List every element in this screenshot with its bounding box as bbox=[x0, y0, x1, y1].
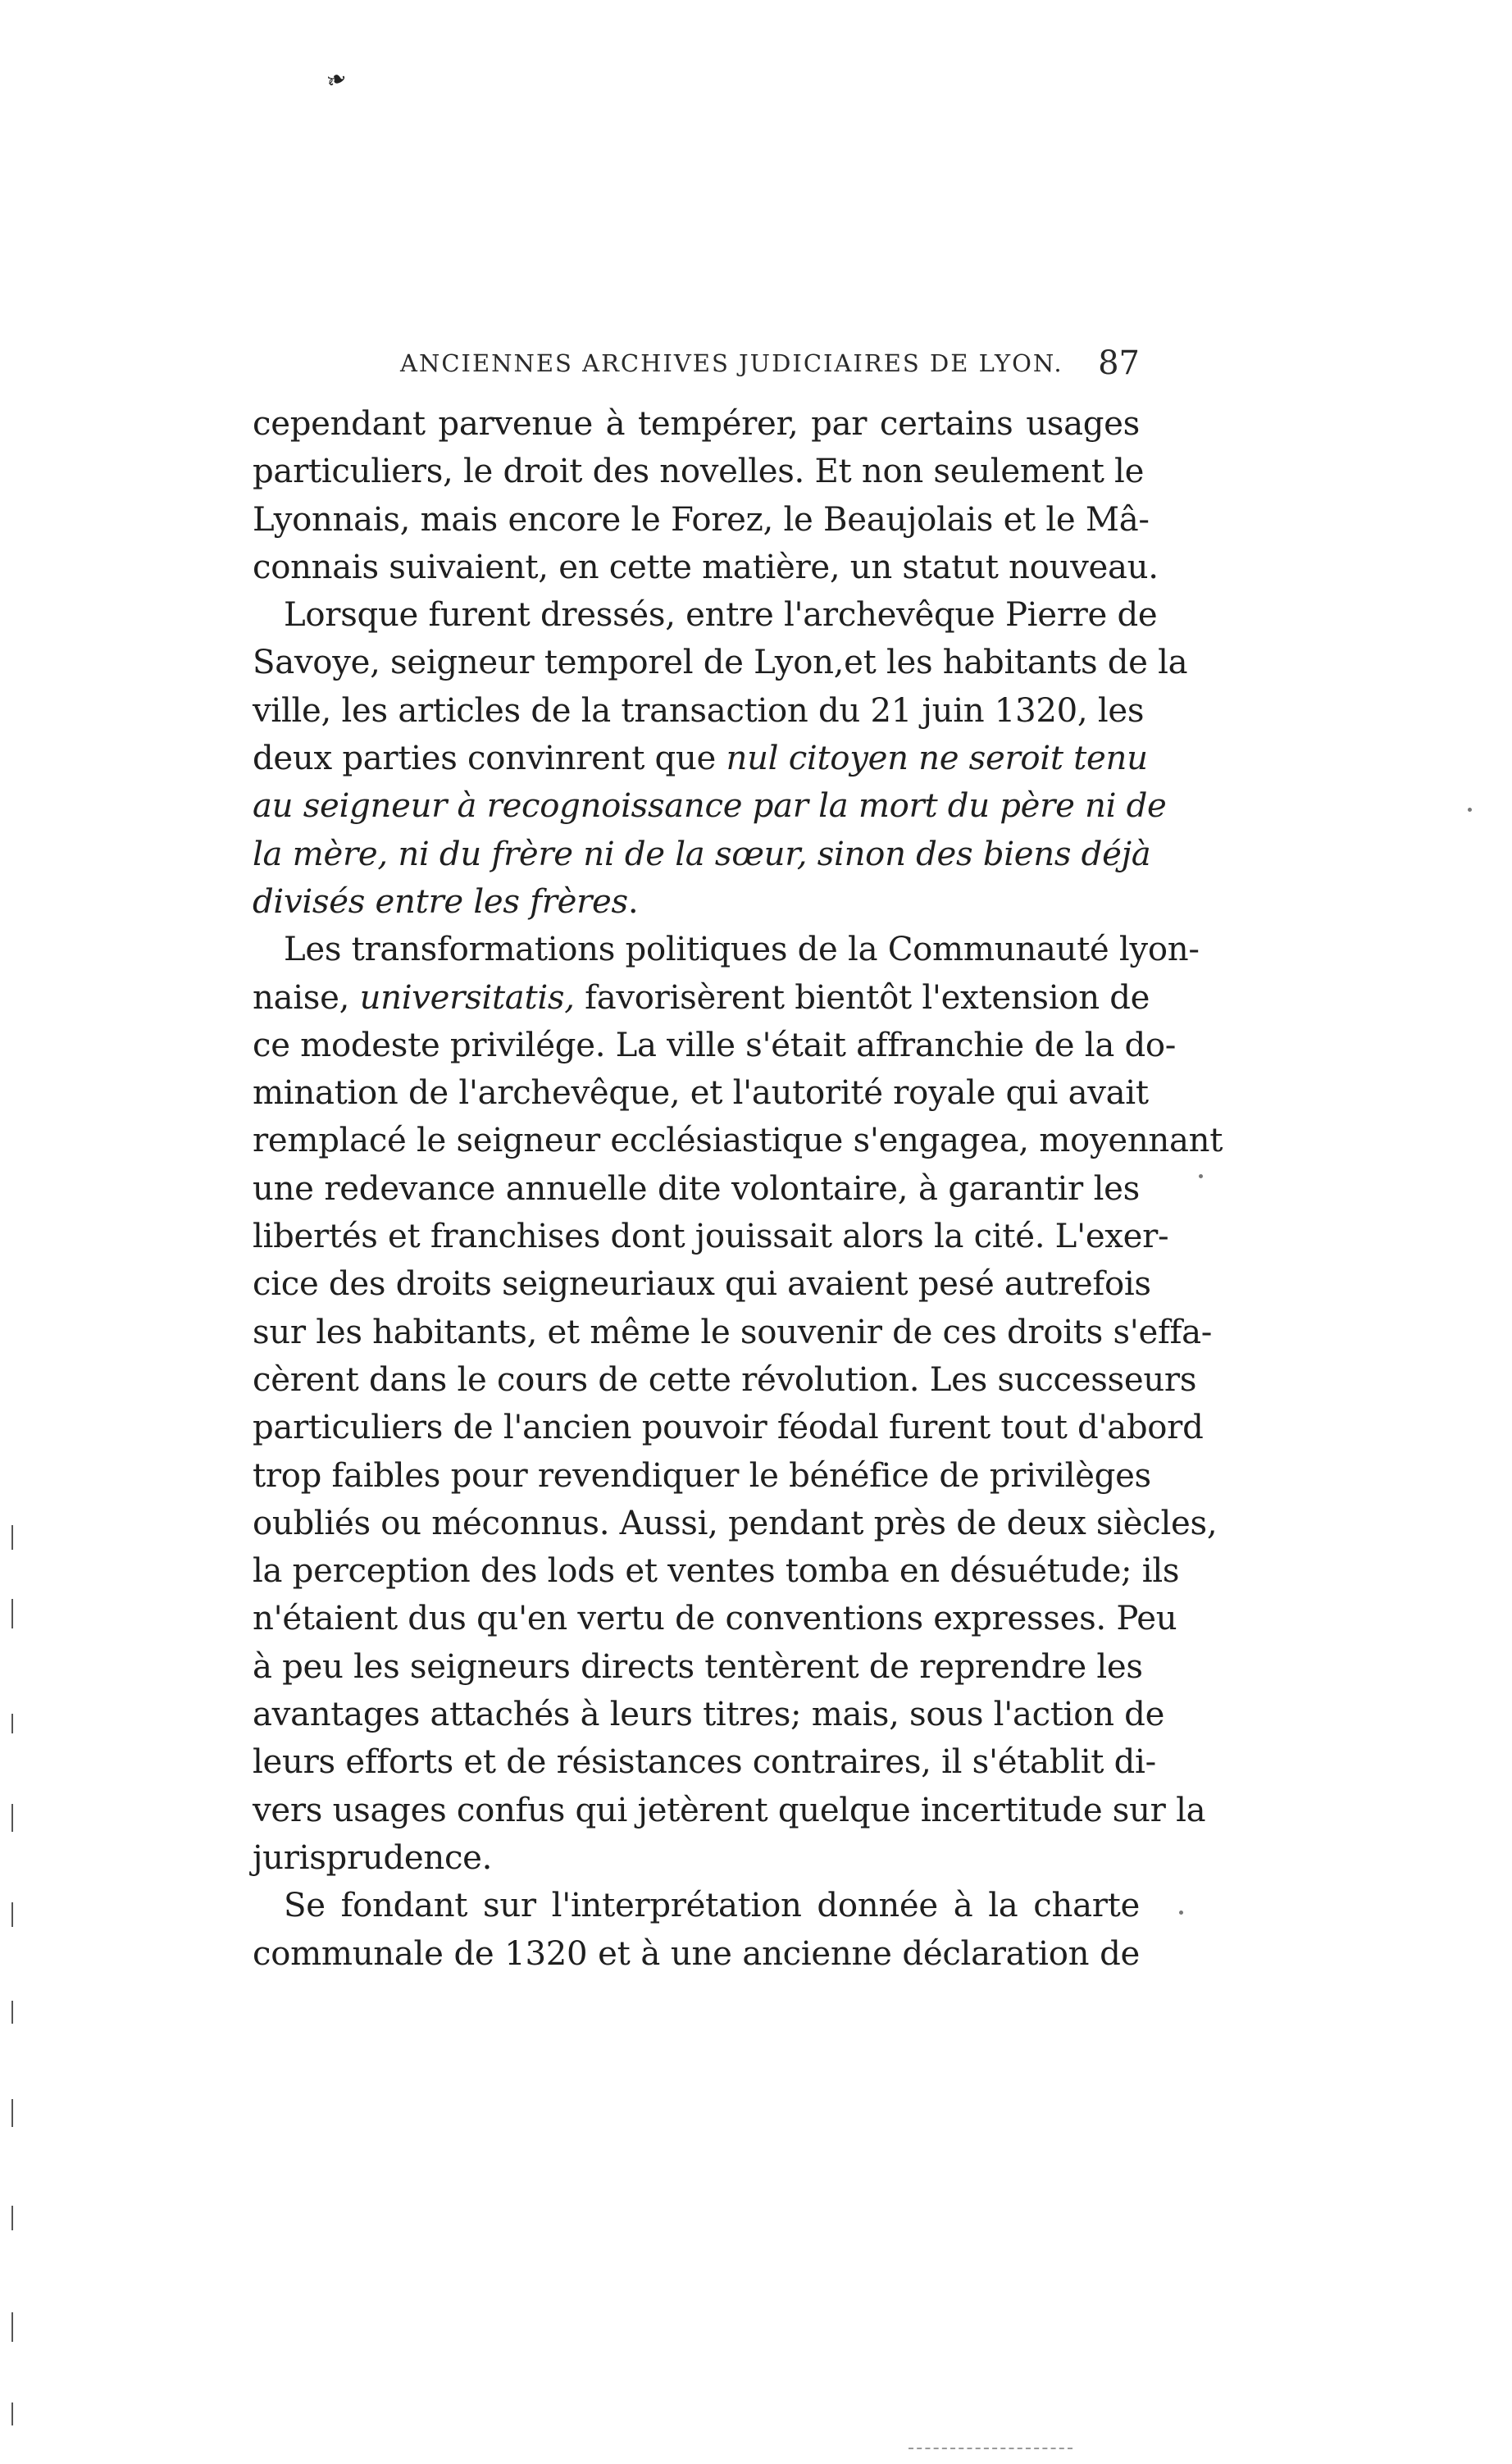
text-line: deux parties convinrent que nul citoyen ne seroit tenu bbox=[253, 740, 1148, 778]
paragraph-3 bbox=[253, 926, 1223, 1882]
page-number: 87 bbox=[1098, 344, 1140, 382]
text-line: communale de 1320 et à une ancienne déclaration de bbox=[253, 1934, 1140, 1973]
italic-quote: nul citoyen ne seroit tenu bbox=[726, 740, 1148, 778]
italic-quote: la mère, ni du frère ni de la sœur, sinon des biens déjà bbox=[253, 835, 1151, 873]
text-line: Les transformations politiques de la Communauté lyon- bbox=[284, 931, 1200, 969]
paragraph-1 bbox=[253, 400, 1159, 591]
margin-mark bbox=[11, 1714, 13, 1733]
text-line: trop faibles pour revendiquer le bénéfice de privilèges bbox=[253, 1456, 1151, 1495]
margin-mark bbox=[11, 1804, 13, 1832]
text-line: vers usages confus qui jetèrent quelque incertitude sur la bbox=[253, 1791, 1206, 1829]
page-header bbox=[254, 344, 1140, 389]
body-text bbox=[253, 400, 1223, 1978]
text-line: divisés entre les frères. bbox=[253, 882, 639, 921]
text-line: libertés et franchises dont jouissait alors la cité. L'exer- bbox=[253, 1218, 1169, 1256]
paragraph-2 bbox=[253, 591, 1188, 926]
margin-mark bbox=[11, 1902, 13, 1927]
italic-quote: divisés entre les frères bbox=[253, 882, 628, 921]
text-line bbox=[253, 831, 1151, 878]
margin-mark bbox=[11, 2001, 13, 2024]
text-line: Savoye, seigneur temporel de Lyon,et les habitants de la bbox=[253, 644, 1188, 682]
text-line: n'étaient dus qu'en vertu de conventions expresses. Peu bbox=[253, 1600, 1177, 1638]
text-line: ville, les articles de la transaction du 21 juin 1320, les bbox=[253, 691, 1145, 730]
text-line: leurs efforts et de résistances contraires, il s'établit di- bbox=[253, 1743, 1156, 1782]
text-line: cependant parvenue à tempérer, par certains usages bbox=[253, 405, 1140, 443]
text-line: cice des droits seigneuriaux qui avaient pesé autrefois bbox=[253, 1265, 1151, 1304]
italic-quote: au seigneur à recognoissance par la mort du père ni de bbox=[253, 787, 1167, 826]
text-line: ce modeste privilége. La ville s'était affranchie de la do- bbox=[253, 1026, 1177, 1064]
text-line bbox=[253, 782, 1167, 830]
text-line: particuliers de l'ancien pouvoir féodal furent tout d'abord bbox=[253, 1409, 1204, 1447]
paragraph-4 bbox=[253, 1882, 1140, 1978]
scan-dot bbox=[1199, 1174, 1203, 1178]
text-line: avantages attachés à leurs titres; mais, sous l'action de bbox=[253, 1696, 1165, 1734]
margin-mark bbox=[11, 2312, 13, 2342]
scan-dot bbox=[1468, 808, 1472, 812]
margin-mark bbox=[11, 1525, 13, 1550]
bottom-smudge bbox=[909, 2448, 1073, 2451]
text-line: oubliés ou méconnus. Aussi, pendant près de deux siècles, bbox=[253, 1504, 1218, 1542]
italic-term: universitatis, bbox=[359, 978, 575, 1017]
margin-mark bbox=[11, 1599, 13, 1628]
text-line: Lorsque furent dressés, entre l'archevêque Pierre de bbox=[284, 596, 1158, 635]
text-line: Lyonnais, mais encore le Forez, le Beaujolais et le Mâ- bbox=[253, 500, 1150, 539]
text-line: connais suivaient, en cette matière, un statut nouveau. bbox=[253, 548, 1159, 586]
text-line: particuliers, le droit des novelles. Et non seulement le bbox=[253, 453, 1145, 491]
text-line: cèrent dans le cours de cette révolution. Les successeurs bbox=[253, 1360, 1197, 1399]
text-line: Se fondant sur l'interprétation donnée à la charte bbox=[284, 1887, 1140, 1925]
scan-dot bbox=[1179, 1911, 1183, 1915]
margin-mark bbox=[11, 2099, 13, 2127]
left-margin-marks bbox=[0, 1509, 25, 2452]
running-head: ANCIENNES ARCHIVES JUDICIAIRES DE LYON. bbox=[400, 349, 1063, 377]
text-line: sur les habitants, et même le souvenir de ces droits s'effa- bbox=[253, 1313, 1213, 1351]
text-line: la perception des lods et ventes tomba en désuétude; ils bbox=[253, 1552, 1180, 1591]
text-line: à peu les seigneurs directs tentèrent de reprendre les bbox=[253, 1647, 1143, 1686]
ink-speck-mark: ❧ bbox=[321, 62, 352, 98]
text-line: mination de l'archevêque, et l'autorité royale qui avait bbox=[253, 1074, 1149, 1113]
margin-mark bbox=[11, 2403, 13, 2425]
text-line: naise, universitatis, favorisèrent bientôt l'extension de bbox=[253, 978, 1150, 1017]
margin-mark bbox=[11, 2206, 13, 2230]
text-line: une redevance annuelle dite volontaire, à garantir les bbox=[253, 1169, 1140, 1208]
text-line: jurisprudence. bbox=[253, 1838, 493, 1877]
text-line: remplacé le seigneur ecclésiastique s'engagea, moyennant bbox=[253, 1122, 1223, 1160]
